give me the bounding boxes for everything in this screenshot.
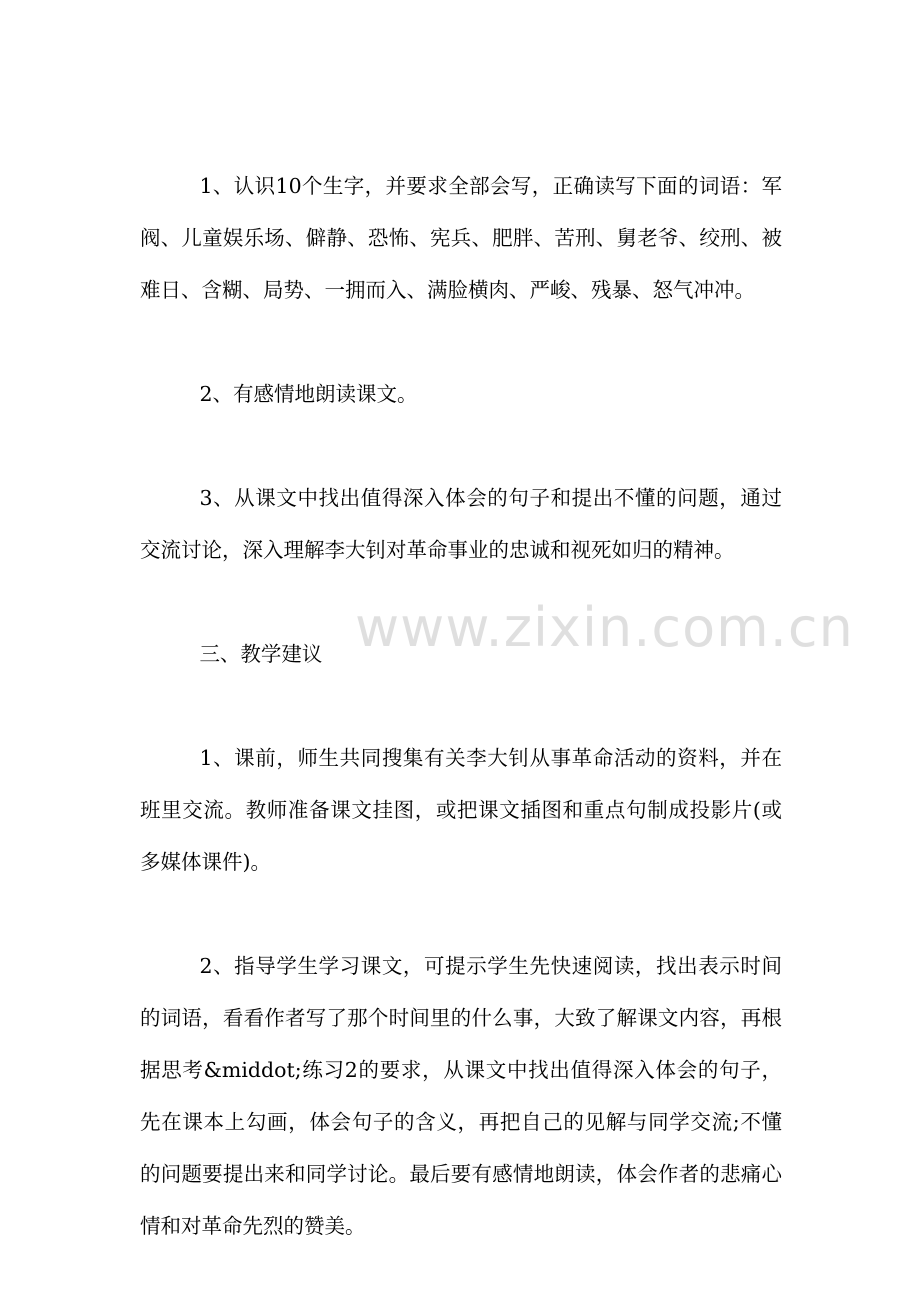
objective-2-paragraph: 2、有感情地朗读课文。 <box>199 382 418 406</box>
section-heading-teaching-suggestions: 三、教学建议 <box>199 642 323 666</box>
paragraph-spacer <box>140 888 782 940</box>
suggestion-2-paragraph: 2、指导学生学习课文，可提示学生先快速阅读，找出表示时间的词语，看看作者写了那个时间里的什么事，大致了解课文内容，再根据思考&middot;练习2的要求，从课文中找出值得深入体会的句子，先在课本上勾画，体会句子的含义，再把自己的见解与同学交流;不懂的问题要提出来和同学讨论。最后要有感情地朗读，体会作者的悲痛心情和对革命先烈的赞美。 <box>140 954 782 1238</box>
objective-3-paragraph: 3、从课文中找出值得深入体会的句子和提出不懂的问题，通过交流讨论，深入理解李大钊对革命事业的忠诚和视死如归的精神。 <box>140 486 782 562</box>
objective-1-paragraph: 1、认识10个生字，并要求全部会写，正确读写下面的词语：军阀、儿童娱乐场、僻静、恐怖、宪兵、肥胖、苦刑、舅老爷、绞刑、被难日、含糊、局势、一拥而入、满脸横肉、严峻、残暴、怒气冲冲。 <box>140 174 782 302</box>
document-body <box>140 160 782 1252</box>
paragraph-spacer <box>140 680 782 732</box>
watermark: www.zixin.com.cn <box>355 596 854 659</box>
suggestion-1-paragraph: 1、课前，师生共同搜集有关李大钊从事革命活动的资料，并在班里交流。教师准备课文挂图，或把课文插图和重点句制成投影片(或多媒体课件)。 <box>140 746 782 874</box>
paragraph-spacer <box>140 316 782 368</box>
paragraph-spacer <box>140 420 782 472</box>
paragraph-spacer <box>140 576 782 628</box>
